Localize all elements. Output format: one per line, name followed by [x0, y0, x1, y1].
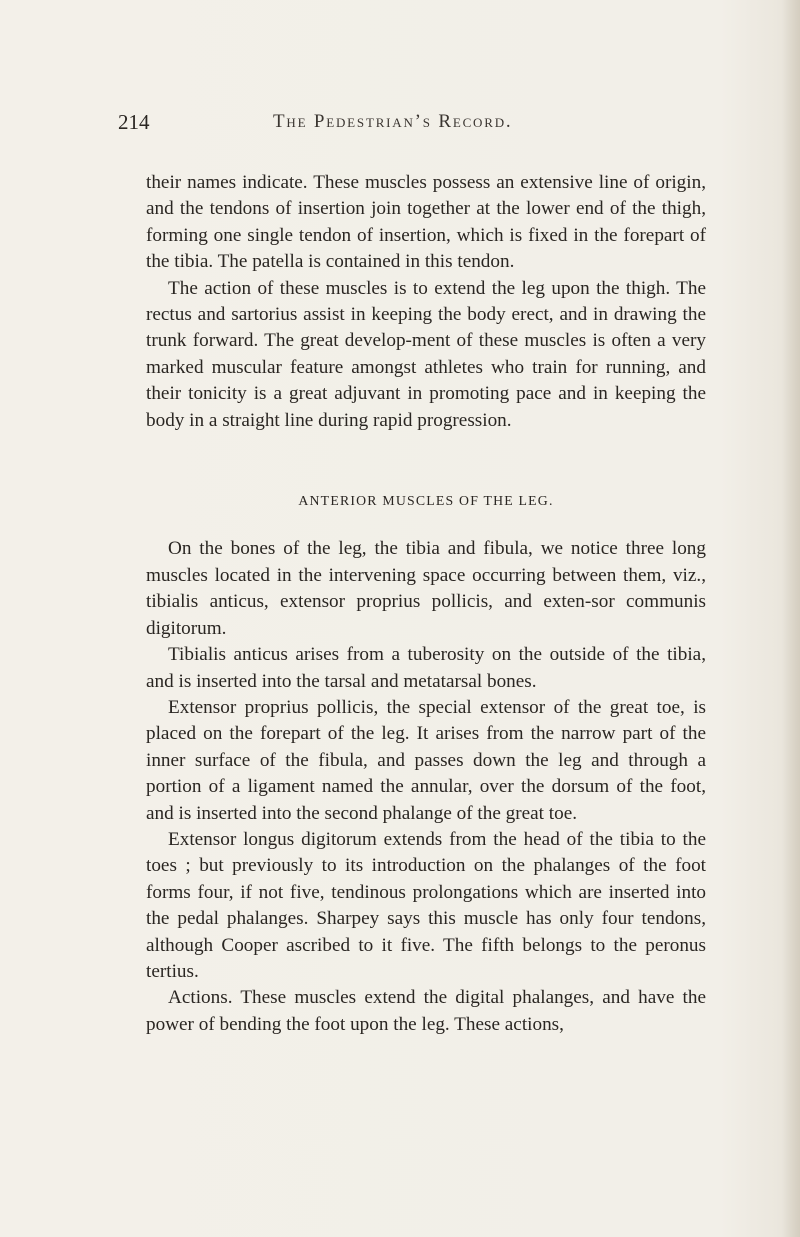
- paragraph: Extensor longus digitorum extends from the head of the tibia to the toes ; but previously to its introduction on the phalanges of the foot forms four, if not five, tendinous prolongations which are inserted into the pedal phalanges. Sharpey says this muscle has only four tendons, although Cooper ascribed to it five. The fifth belongs to the peronus tertius.: [146, 828, 706, 982]
- running-title: The Pedestrian’s Record.: [273, 111, 513, 132]
- paragraph: Actions. These muscles extend the digital phalanges, and have the power of bending the foot upon the leg. These actions,: [146, 987, 706, 1035]
- page-number: 214: [118, 110, 150, 134]
- paragraph: Extensor proprius pollicis, the special extensor of the great toe, is placed on the forepart of the leg. It arises from the narrow part of the inner surface of the fibula, and passes down the leg and through a portion of a ligament named the annular, over the dorsum of the foot, and is inserted into the second phalange of the great toe.: [146, 696, 706, 824]
- page-header: [118, 110, 718, 140]
- section-heading: ANTERIOR MUSCLES OF THE LEG.: [298, 493, 554, 509]
- paragraph-continuation: their names indicate. These muscles possess an extensive line of origin, and the tendons of insertion join together at the lower end of the thigh, forming one single tendon of insertion, which is fixed in the forepart of the tibia. The patella is contained in this tendon.: [146, 172, 706, 273]
- paragraph: Tibialis anticus arises from a tuberosity on the outside of the tibia, and is inserted into the tarsal and metatarsal bones.: [146, 644, 706, 692]
- page-edge-shadow: [782, 0, 800, 1237]
- paragraph: The action of these muscles is to extend the leg upon the thigh. The rectus and sartorius assist in keeping the body erect, and in drawing the trunk forward. The great develop-ment of these muscles is often a very marked muscular feature amongst athletes who train for running, and their tonicity is a great adjuvant in promoting pace and in keeping the body in a straight line during rapid progression.: [146, 277, 706, 431]
- body-text: [146, 170, 706, 1038]
- paragraph: On the bones of the leg, the tibia and fibula, we notice three long muscles located in the intervening space occurring between them, viz., tibialis anticus, extensor proprius pollicis, and exten-sor communis digitorum.: [146, 538, 706, 639]
